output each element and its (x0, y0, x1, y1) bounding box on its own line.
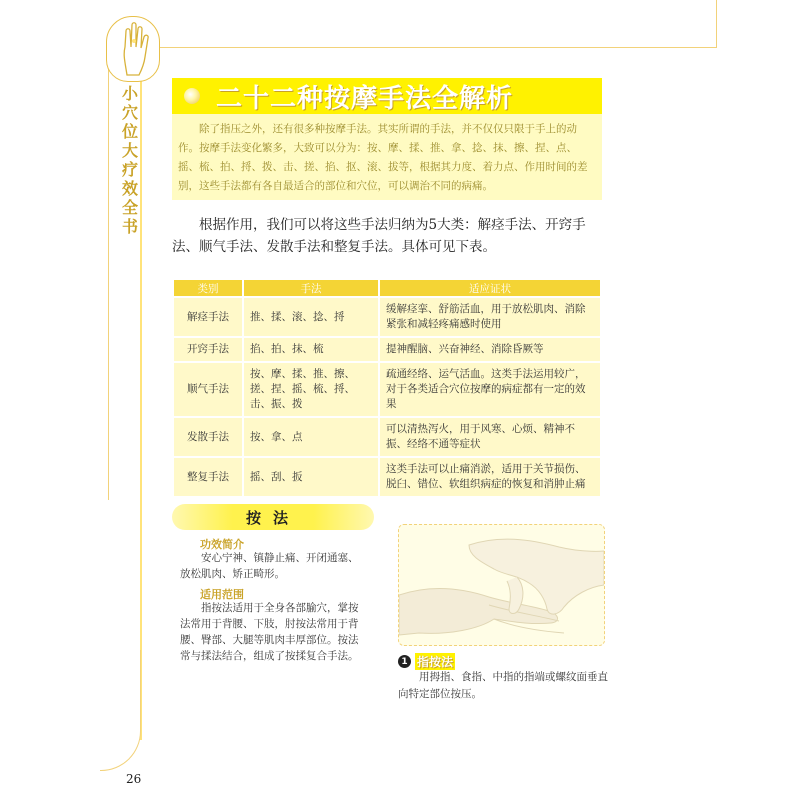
table-cell-methods: 掐、拍、抹、梳 (244, 338, 378, 361)
table-row (174, 338, 600, 361)
table-header: 适应证状 (380, 280, 600, 296)
table-cell-indication: 缓解痉挛、舒筋活血，用于放松肌肉、消除紧张和减轻疼痛感时使用 (380, 298, 600, 336)
scope-text: 指按法适用于全身各部腧穴，掌按法常用于背腰、下肢，肘按法常用于背腰、臀部、大腿等肌肉丰厚部位。按法常与揉法结合，组成了按揉复合手法。 (180, 602, 359, 662)
book-side-title (118, 84, 142, 236)
side-title-char: 大 (121, 141, 138, 160)
table-cell-indication: 提神醒脑、兴奋神经、消除昏厥等 (380, 338, 600, 361)
page-number: 26 (126, 772, 142, 786)
efficacy-subheading: 功效简介 (200, 538, 244, 551)
chapter-banner (172, 78, 602, 114)
table-cell-indication: 疏通经络、运气活血。这类手法运用较广，对于各类适合穴位按摩的病症都有一定的效果 (380, 363, 600, 416)
table-cell-category: 解痉手法 (174, 298, 242, 336)
table-cell-category: 发散手法 (174, 418, 242, 456)
side-title-char: 位 (121, 122, 138, 141)
bullet-dot-icon (184, 88, 200, 104)
side-title-char: 小 (121, 84, 138, 103)
top-rule (140, 47, 717, 48)
intro-box: 除了指压之外，还有很多种按摩手法。其实所谓的手法，并不仅仅只限于手上的动作。按摩手法变化繁多，大致可以分为：按、摩、揉、推、拿、捻、抹、擦、捏、点、摇、梳、拍、捋、拨、击、搓、掐、抠、滚、拔等，根据其力度、着力点、作用时间的差别，这些手法都有各自最适合的部位和穴位，可以调治不同的病痛。 (172, 114, 602, 200)
table-row (174, 298, 600, 336)
table-cell-methods: 按、拿、点 (244, 418, 378, 456)
side-title-char: 疗 (121, 160, 138, 179)
section-heading: 按法 (172, 504, 374, 530)
table-header-row (174, 280, 600, 296)
table-cell-category: 整复手法 (174, 458, 242, 496)
scope-subheading: 适用范围 (200, 588, 244, 601)
table-cell-methods: 推、揉、滚、捻、捋 (244, 298, 378, 336)
table-cell-category: 顺气手法 (174, 363, 242, 416)
side-title-char: 效 (121, 179, 138, 198)
efficacy-text: 安心宁神、镇静止痛、开闭通塞、放松肌肉、矫正畸形。 (180, 552, 359, 580)
figure-caption (398, 653, 455, 670)
hand-logo-icon (106, 16, 160, 82)
table-cell-indication: 可以清热泻火，用于风寒、心烦、精神不振、经络不通等症状 (380, 418, 600, 456)
table-row (174, 418, 600, 456)
body-paragraph: 根据作用，我们可以将这些手法归纳为5大类：解痉手法、开窍手法、顺气手法、发散手法和整复手法。具体可见下表。 (172, 217, 586, 255)
massage-category-table (172, 278, 602, 498)
figure-title: 指按法 (417, 655, 454, 669)
table-cell-methods: 摇、刮、扳 (244, 458, 378, 496)
table-cell-category: 开窍手法 (174, 338, 242, 361)
side-title-char: 书 (121, 217, 138, 236)
side-rule-outer (108, 40, 109, 500)
table-cell-methods: 按、摩、揉、推、擦、搓、捏、摇、梳、捋、击、振、拨 (244, 363, 378, 416)
table-row (174, 458, 600, 496)
bottom-arc-rule (100, 650, 141, 771)
table-row (174, 363, 600, 416)
figure-number-badge: 1 (398, 655, 411, 668)
top-right-rule (716, 0, 717, 48)
table-cell-indication: 这类手法可以止痛消淤，适用于关节损伤、脱臼、错位、软组织病症的恢复和消肿止痛 (380, 458, 600, 496)
figure-description: 用拇指、食指、中指的指端或螺纹面垂直向特定部位按压。 (398, 671, 608, 700)
table-header: 类别 (174, 280, 242, 296)
chapter-title: 二十二种按摩手法全解析 (216, 83, 514, 114)
side-title-char: 全 (121, 198, 138, 217)
finger-press-photo (398, 524, 605, 646)
table-header: 手法 (244, 280, 378, 296)
side-title-char: 穴 (121, 103, 138, 122)
